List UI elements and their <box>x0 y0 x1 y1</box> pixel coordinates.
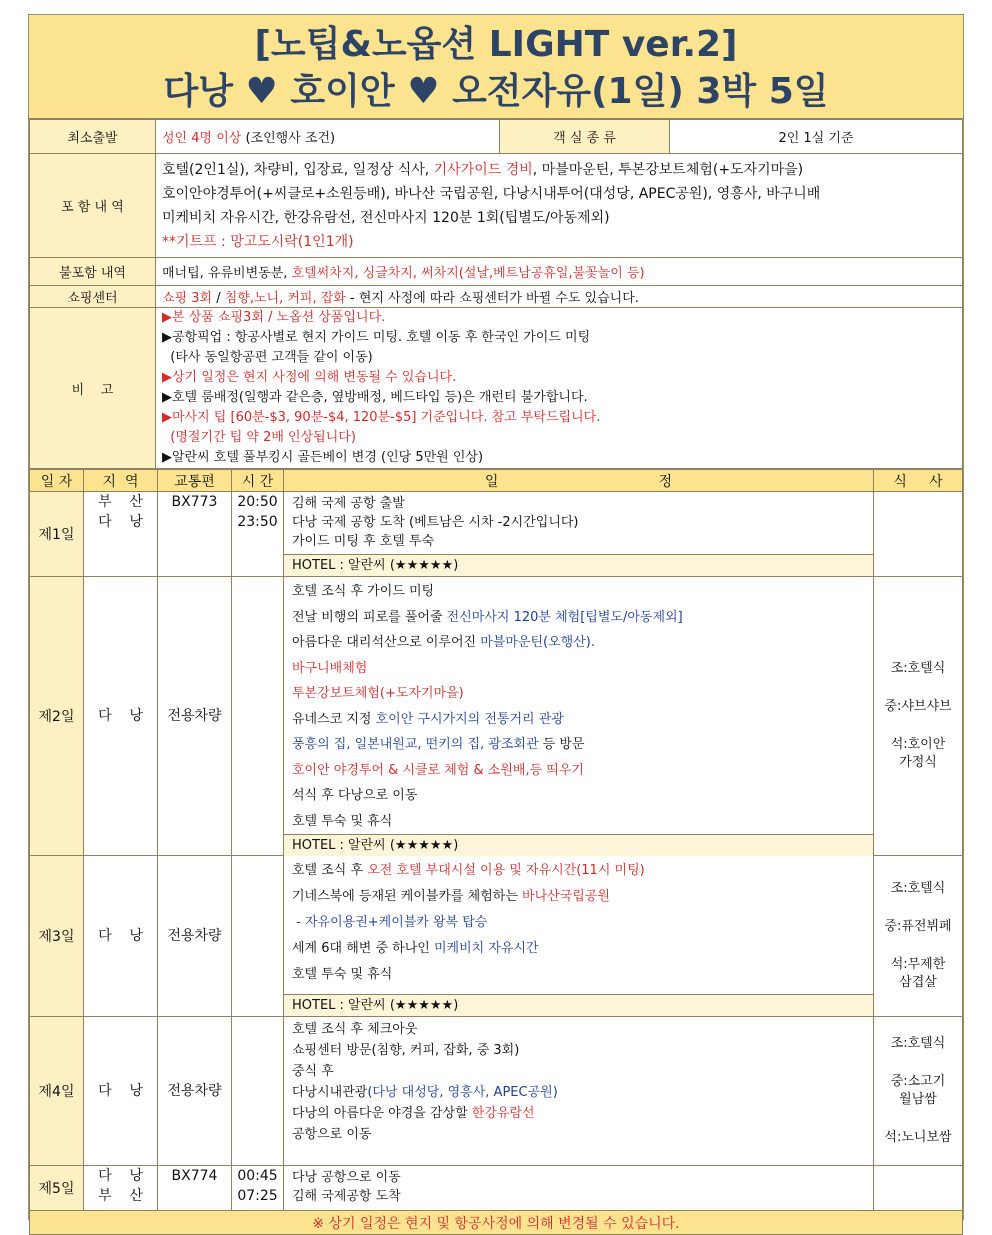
header-day: 일 자 <box>30 470 84 492</box>
schedule-line-seg: 석식 후 다낭으로 이동 <box>292 788 418 803</box>
included-line <box>162 182 956 206</box>
schedule-line <box>284 1124 873 1145</box>
remark-line: ▶마사지 팁 [60분-$3, 90분-$4, 120분-$5] 기준입니다. 참고 부탁드립니다. <box>162 410 601 425</box>
schedule-line <box>284 1040 873 1061</box>
time-value: 23:50 <box>237 514 278 530</box>
schedule-cell <box>284 492 874 577</box>
time-value: 20:50 <box>237 494 278 510</box>
schedule-line-seg: 아름다운 대리석산으로 이루어진 <box>292 635 481 650</box>
remark-line: ▶상기 일정은 현지 사정에 의해 변동될 수 있습니다. <box>162 370 457 385</box>
schedule-line <box>284 630 873 656</box>
day-row <box>30 856 963 1017</box>
schedule-line-seg: 호이안 구시가지의 전통거리 관광 <box>375 711 564 727</box>
schedule-cell <box>284 577 874 856</box>
schedule-line-seg: (다낭 대성당, 영흥사, APEC공원) <box>367 1085 558 1100</box>
time-cell <box>232 492 284 577</box>
included-line <box>162 206 956 230</box>
schedule-line <box>284 707 873 733</box>
remark-line: (명절기간 팁 약 2배 인상됩니다) <box>162 430 356 445</box>
shopping-sep: / <box>212 291 225 306</box>
schedule-line <box>284 783 873 809</box>
shopping-label: 쇼핑센터 <box>30 286 156 308</box>
min-departure-value <box>156 120 500 154</box>
transport: BX773 <box>158 492 232 577</box>
region-name: 다 낭 <box>98 514 143 530</box>
schedule-line-seg: 공항으로 이동 <box>292 1127 372 1142</box>
header-meals: 식 사 <box>874 470 963 492</box>
hotel-line: HOTEL : 알란씨 (★★★★★) <box>284 994 873 1016</box>
schedule-line-seg: 기네스북에 등재된 케이블카를 체험하는 <box>292 889 523 904</box>
schedule-line-seg: 세계 6대 해변 중 하나인 <box>292 941 434 956</box>
meal-item: 조:호텔식 <box>890 661 946 676</box>
title-banner <box>29 15 963 119</box>
remark-line: (타사 동일항공편 고객들 같이 이동) <box>162 350 373 365</box>
remarks-value <box>156 308 963 469</box>
meal-item: 조:호텔식 <box>890 1036 946 1051</box>
day-region <box>84 1166 158 1211</box>
day-region <box>84 1017 158 1166</box>
included-line-seg: 미케비치 자유시간, 한강유람선, 전신마사지 120분 1회(팁별도/아동제외) <box>162 209 610 226</box>
excluded-plain: 매너팁, 유류비변동분, <box>162 266 292 281</box>
schedule-line-seg: [팁별도/아동제외] <box>580 609 683 625</box>
schedule-line-seg: 바나산국립공원 <box>522 889 610 904</box>
region-name: 다 낭 <box>98 1083 143 1099</box>
hotel-line: HOTEL : 알란씨 (★★★★★) <box>284 554 873 576</box>
remark-line: ▶알란씨 호텔 풀부킹시 골든베이 변경 (인당 5만원 인상) <box>162 450 484 465</box>
schedule-line-seg: 호텔 조식 후 <box>292 863 368 878</box>
schedule-line-seg: 유네스코 지정 <box>292 711 376 727</box>
time-value: 07:25 <box>237 1188 278 1204</box>
title-line-1: [노팁&노옵션 LIGHT ver.2] <box>254 24 738 65</box>
schedule-table <box>29 469 963 1235</box>
included-line <box>162 230 956 254</box>
header-schedule: 일 정 <box>284 470 874 492</box>
schedule-line-seg: 마블마운틴(오행산). <box>480 635 595 650</box>
schedule-line-seg: 호텔 투숙 및 휴식 <box>292 967 393 982</box>
meals-cell <box>874 856 963 1017</box>
schedule-line-seg: 전신마사지 120분 체험 <box>446 609 581 625</box>
shopping-rest: - 현지 사정에 따라 쇼핑센터가 바뀔 수도 있습니다. <box>345 291 639 306</box>
excluded-value <box>156 258 963 286</box>
schedule-line <box>284 513 873 532</box>
transport: BX774 <box>158 1166 232 1211</box>
footer-notice: ※ 상기 일정은 현지 및 항공사정에 의해 변경될 수 있습니다. <box>30 1211 963 1235</box>
room-type-label: 객 실 종 류 <box>500 120 670 154</box>
schedule-line <box>284 532 873 551</box>
included-line-seg: **기트프 : 망고도시락(1인1개) <box>162 233 354 250</box>
meal-item: 중:샤브샤브 <box>884 699 952 714</box>
schedule-line <box>284 1168 873 1187</box>
transport: 전용차량 <box>158 856 232 1017</box>
meal-item: 석:무제한 <box>890 957 946 972</box>
included-line-seg: 호텔(2인1실), 차량비, 입장료, 일정상 식사, <box>162 161 434 178</box>
shopping-value <box>156 286 963 308</box>
transport: 전용차량 <box>158 577 232 856</box>
day-label: 제4일 <box>30 1017 84 1166</box>
region-name: 다 낭 <box>98 928 143 944</box>
schedule-line-seg: 중식 후 <box>292 1064 334 1079</box>
schedule-cell <box>284 856 874 1017</box>
meal-item: 삼겹살 <box>899 975 937 990</box>
schedule-line-seg: 호이안 야경투어 & 시클로 체험 & 소원배,등 띄우기 <box>292 762 584 778</box>
schedule-line-seg: 김해 국제공항 도착 <box>292 1189 401 1204</box>
day-region <box>84 577 158 856</box>
time-value: 00:45 <box>237 1168 278 1184</box>
schedule-line <box>284 605 873 631</box>
shopping-count: 쇼핑 3회 <box>162 291 213 306</box>
schedule-line-seg: 등 방문 <box>538 737 585 752</box>
schedule-line <box>284 858 873 884</box>
included-line-seg: , 마블마운틴, 투본강보트체험(+도자기마을) <box>532 161 804 178</box>
included-line-seg: 기사가이드 경비 <box>433 161 533 178</box>
schedule-line <box>284 579 873 605</box>
meal-item: 중:퓨전뷔페 <box>884 919 952 934</box>
schedule-line-seg: 미케비치 자유시간 <box>433 941 539 956</box>
time-cell <box>232 577 284 856</box>
schedule-line-seg: 한강유람선 <box>471 1106 535 1121</box>
meals-cell <box>874 1166 963 1211</box>
shopping-items: 침향,노니, 커피, 잡화 <box>224 291 346 306</box>
schedule-line-seg: 투본강보트체험(+도자기마을) <box>292 686 464 701</box>
schedule-line <box>284 1061 873 1082</box>
meals-cell <box>874 1017 963 1166</box>
schedule-header <box>30 470 963 492</box>
meal-item: 조:호텔식 <box>890 881 946 896</box>
day-row <box>30 492 963 577</box>
schedule-line <box>284 1103 873 1124</box>
region-name: 다 낭 <box>98 708 143 724</box>
info-table <box>29 119 963 469</box>
schedule-line <box>284 962 873 988</box>
schedule-line-seg: 풍흥의 집, 일본내원교, 떤키의 집, 광조회관 <box>292 737 539 752</box>
room-type-value: 2인 1실 기준 <box>670 120 963 154</box>
time-cell <box>232 1017 284 1166</box>
schedule-line-seg: 바구니배체험 <box>292 660 368 676</box>
schedule-line <box>284 936 873 962</box>
schedule-line-seg: 호텔 조식 후 체크아웃 <box>292 1022 418 1037</box>
schedule-line-seg: 다낭의 아름다운 야경을 감상할 <box>292 1106 472 1121</box>
schedule-line-seg: 다낭시내관광 <box>292 1085 368 1100</box>
schedule-cell <box>284 1017 874 1166</box>
schedule-line <box>284 910 873 936</box>
header-transport: 교통편 <box>158 470 232 492</box>
schedule-line <box>284 1082 873 1103</box>
day-row <box>30 1166 963 1211</box>
remarks-label: 비 고 <box>30 308 156 469</box>
day-label: 제1일 <box>30 492 84 577</box>
meals-cell <box>874 492 963 577</box>
meal-item: 중:소고기 <box>890 1074 946 1089</box>
schedule-line-seg: 쇼핑센터 방문(침향, 커피, 잡화, 중 3회) <box>292 1043 520 1058</box>
day-label: 제5일 <box>30 1166 84 1211</box>
schedule-line-seg: 김해 국제 공항 출발 <box>292 496 405 511</box>
excluded-red: 호텔써차지, 싱글차지, 써차지(설날,베트남공휴일,불꽃놀이 등) <box>291 266 645 281</box>
title-line-2: 다낭 ♥ 호이안 ♥ 오전자유(1일) 3박 5일 <box>163 71 829 112</box>
meal-item: 석:호이안 <box>890 737 946 752</box>
remark-line: ▶호텔 룸배정(일행과 같은층, 옆방배정, 베드타입 등)은 개런티 불가합니다. <box>162 390 588 405</box>
schedule-line-seg: 다낭 국제 공항 도착 (베트남은 시차 -2시간입니다) <box>292 515 579 530</box>
day-label: 제3일 <box>30 856 84 1017</box>
schedule-line <box>284 681 873 707</box>
day-row <box>30 1017 963 1166</box>
meal-item: 석:노니보쌈 <box>884 1130 952 1145</box>
day-region <box>84 492 158 577</box>
schedule-line <box>284 758 873 784</box>
meal-item: 월남쌈 <box>899 1092 937 1107</box>
day-region <box>84 856 158 1017</box>
included-label: 포 함 내 역 <box>30 154 156 258</box>
min-departure-label: 최소출발 <box>30 120 156 154</box>
included-value <box>156 154 963 258</box>
schedule-line <box>284 656 873 682</box>
schedule-line-seg: - 자유이용권+케이블카 왕복 탑승 <box>292 915 488 930</box>
transport: 전용차량 <box>158 1017 232 1166</box>
day-row <box>30 577 963 856</box>
region-name: 부 산 <box>98 494 143 510</box>
time-cell <box>232 1166 284 1211</box>
included-line-seg: 호이안야경투어(+씨클로+소원등배), 바나산 국립공원, 다낭시내투어(대성당, APEC공원), 영흥사, 바구니배 <box>162 185 821 202</box>
schedule-line <box>284 732 873 758</box>
region-name: 부 산 <box>98 1188 143 1204</box>
meal-item: 가정식 <box>899 755 937 770</box>
schedule-line <box>284 494 873 513</box>
header-region: 지 역 <box>84 470 158 492</box>
schedule-line-seg: 호텔 조식 후 가이드 미팅 <box>292 584 435 599</box>
min-departure-red: 성인 4명 이상 <box>162 131 242 146</box>
itinerary-sheet <box>28 14 964 1232</box>
schedule-line-seg: 오전 호텔 부대시설 이용 및 자유시간(11시 미팅) <box>367 863 645 878</box>
time-cell <box>232 856 284 1017</box>
schedule-line <box>284 809 873 835</box>
schedule-line <box>284 1019 873 1040</box>
hotel-line: HOTEL : 알란씨 (★★★★★) <box>284 834 873 856</box>
remark-line: ▶공항픽업 : 항공사별로 현지 가이드 미팅. 호텔 이동 후 한국인 가이드 미팅 <box>162 330 591 345</box>
schedule-line-seg: 전날 비행의 피로를 풀어줄 <box>292 609 447 625</box>
schedule-line-seg: 가이드 미팅 후 호텔 투숙 <box>292 534 435 549</box>
min-departure-rest: (조인행사 조건) <box>241 131 336 146</box>
schedule-line <box>284 884 873 910</box>
header-time: 시 간 <box>232 470 284 492</box>
excluded-label: 불포함 내역 <box>30 258 156 286</box>
schedule-line-seg: 다낭 공항으로 이동 <box>292 1170 401 1185</box>
schedule-line <box>284 1187 873 1206</box>
remark-line: ▶본 상품 쇼핑3회 / 노옵션 상품입니다. <box>162 310 386 325</box>
meals-cell <box>874 577 963 856</box>
region-name: 다 낭 <box>98 1168 143 1184</box>
schedule-line-seg: 호텔 투숙 및 휴식 <box>292 813 393 829</box>
schedule-cell <box>284 1166 874 1211</box>
day-label: 제2일 <box>30 577 84 856</box>
included-line <box>162 158 956 182</box>
